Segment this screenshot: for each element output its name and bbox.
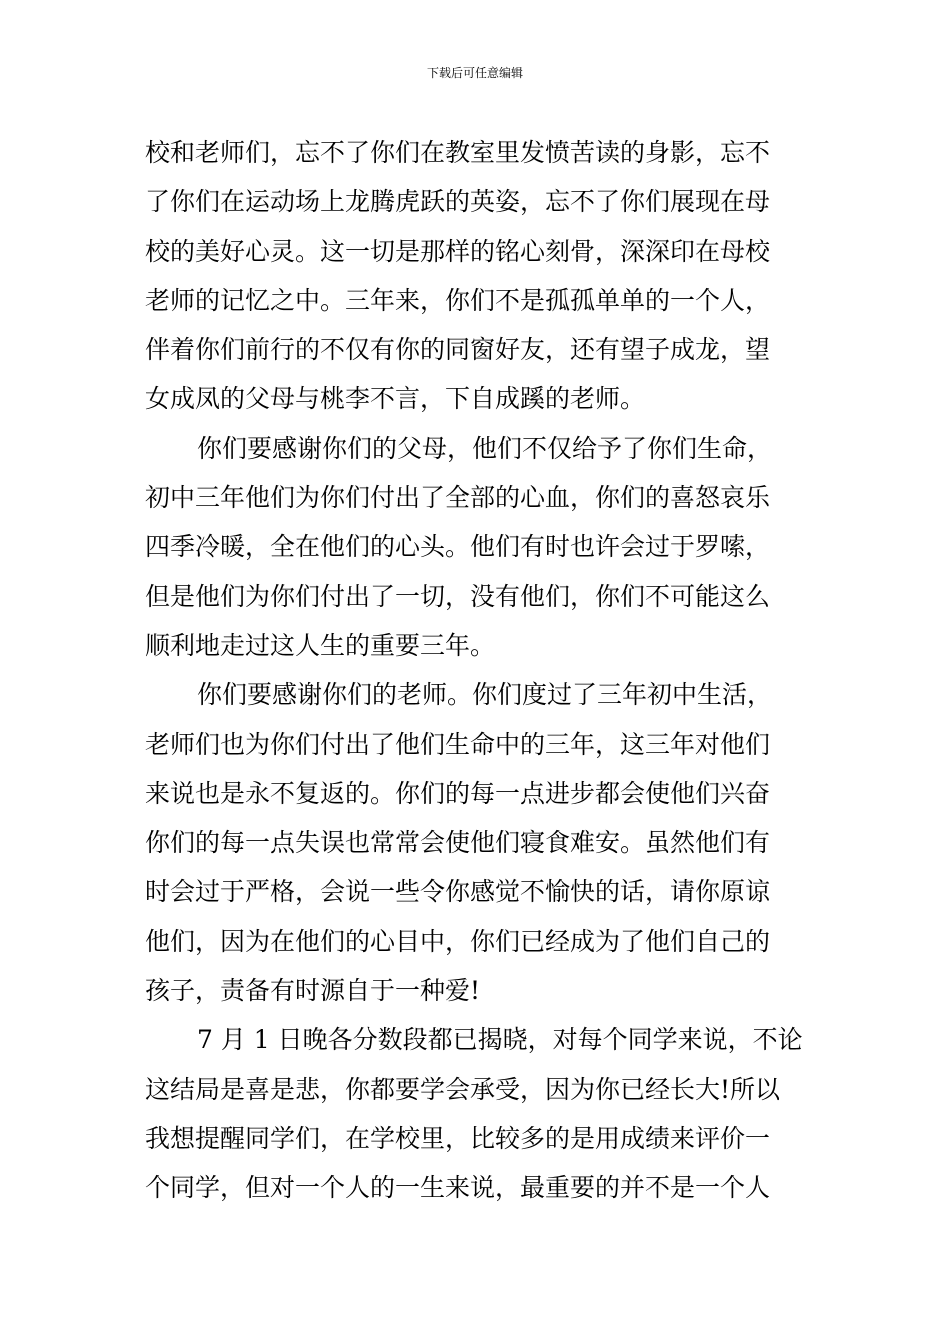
- text-line: 7 月 1 日晚各分数段都已揭晓，对每个同学来说，不论: [197, 1025, 803, 1055]
- text-line: 了你们在运动场上龙腾虎跃的英姿，忘不了你们展现在母: [145, 187, 771, 217]
- document-body: [145, 128, 810, 1213]
- text-line: 但是他们为你们付出了一切，没有他们，你们不可能这么: [145, 581, 771, 611]
- text-line: 个同学，但对一个人的一生来说，最重要的并不是一个人: [145, 1173, 771, 1203]
- text-line: 时会过于严格，会说一些令你感觉不愉快的话，请你原谅: [145, 877, 771, 907]
- text-line: 四季冷暖，全在他们的心头。他们有时也许会过于罗嗦，: [145, 532, 771, 562]
- text-line: 我想提醒同学们，在学校里，比较多的是用成绩来评价一: [145, 1123, 771, 1153]
- text-line: 来说也是永不复返的。你们的每一点进步都会使他们兴奋: [145, 778, 771, 808]
- text-line: 你们要感谢你们的父母，他们不仅给予了你们生命，: [197, 433, 773, 463]
- text-line: 你们要感谢你们的老师。你们度过了三年初中生活，: [197, 680, 773, 710]
- text-line: 校的美好心灵。这一切是那样的铭心刻骨，深深印在母校: [145, 236, 771, 266]
- text-line: 老师的记忆之中。三年来，你们不是孤孤单单的一个人，: [145, 285, 771, 315]
- text-line: 你们的每一点失误也常常会使他们寝食难安。虽然他们有: [145, 828, 771, 858]
- paragraph-2: [145, 424, 810, 670]
- text-line: 校和老师们，忘不了你们在教室里发愤苦读的身影，忘不: [145, 138, 771, 167]
- text-line: 伴着你们前行的不仅有你的同窗好友，还有望子成龙，望: [145, 335, 771, 365]
- text-line: 他们，因为在他们的心目中，你们已经成为了他们自己的: [145, 926, 771, 956]
- text-line: 女成凤的父母与桃李不言，下自成蹊的老师。: [145, 384, 646, 414]
- text-line: 这结局是喜是悲，你都要学会承受，因为你已经长大!所以: [145, 1074, 781, 1104]
- text-line: 初中三年他们为你们付出了全部的心血，你们的喜怒哀乐: [145, 483, 771, 513]
- text-line: 老师们也为你们付出了他们生命中的三年，这三年对他们: [145, 729, 771, 759]
- paragraph-3: [145, 670, 810, 1015]
- text-line: 顺利地走过这人生的重要三年。: [145, 630, 496, 660]
- text-line: 孩子，责备有时源自于一种爱!: [145, 976, 481, 1006]
- paragraph-1: [145, 128, 810, 424]
- paragraph-4: [145, 1015, 810, 1212]
- page-header: 下载后可任意编辑: [426, 66, 523, 80]
